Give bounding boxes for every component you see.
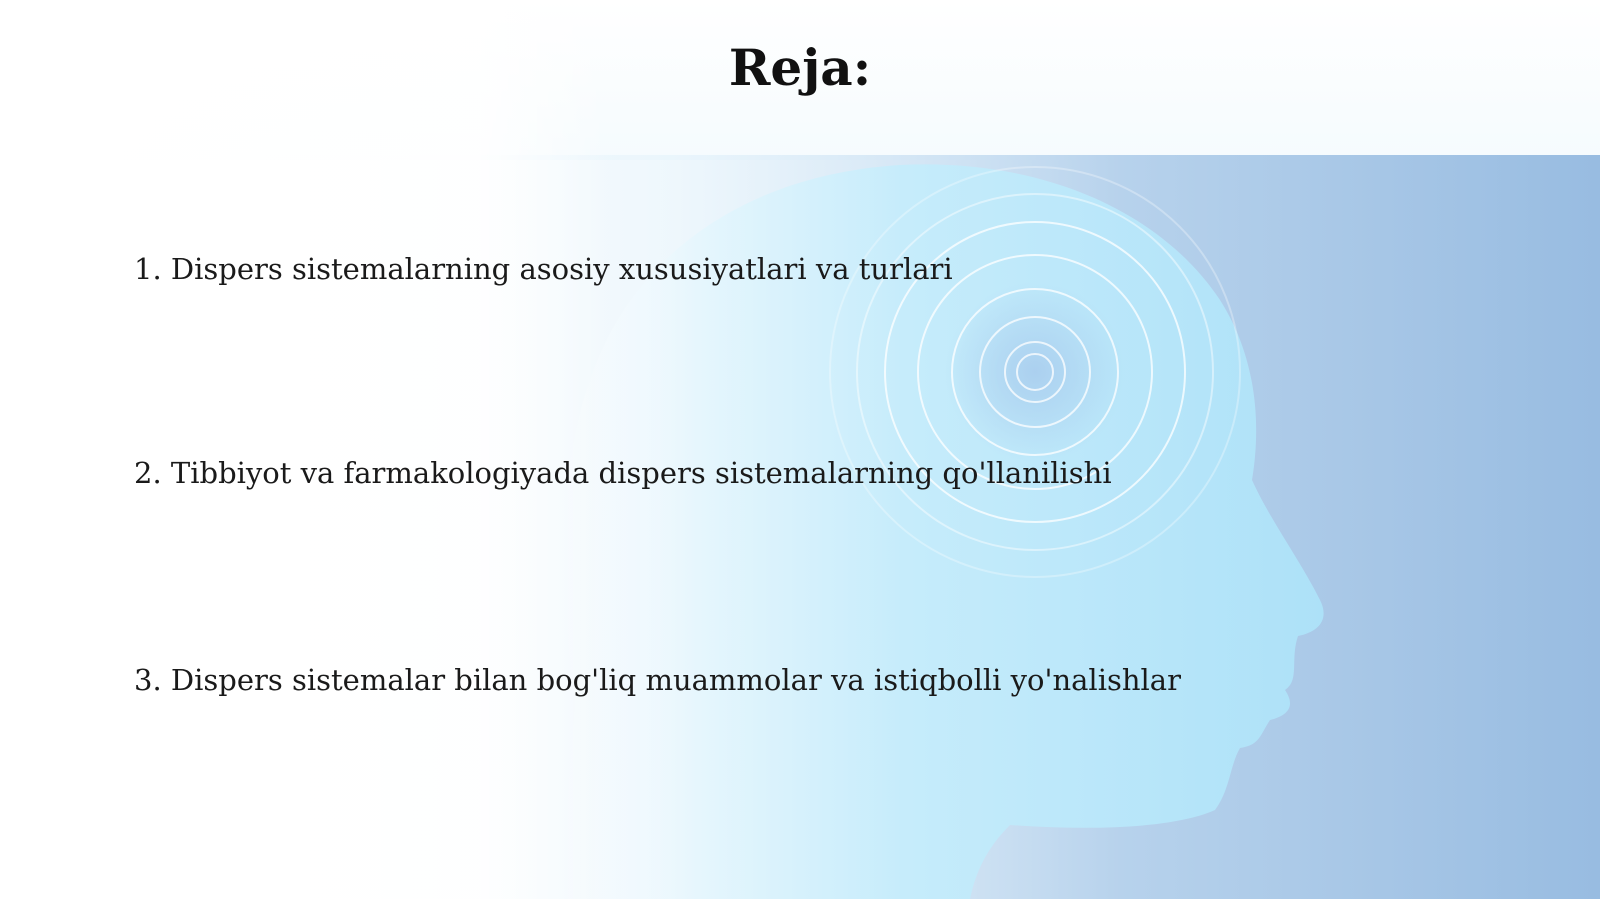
slide-title: Reja: — [728, 38, 872, 97]
plan-item-3: 3. Dispers sistemalar bilan bog'liq muammolar va istiqbolli yo'nalishlar — [134, 663, 1181, 697]
plan-item-1: 1. Dispers sistemalarning asosiy xususiyatlari va turlari — [134, 252, 953, 286]
plan-item-2: 2. Tibbiyot va farmakologiyada dispers sistemalarning qo'llanilishi — [134, 456, 1112, 490]
